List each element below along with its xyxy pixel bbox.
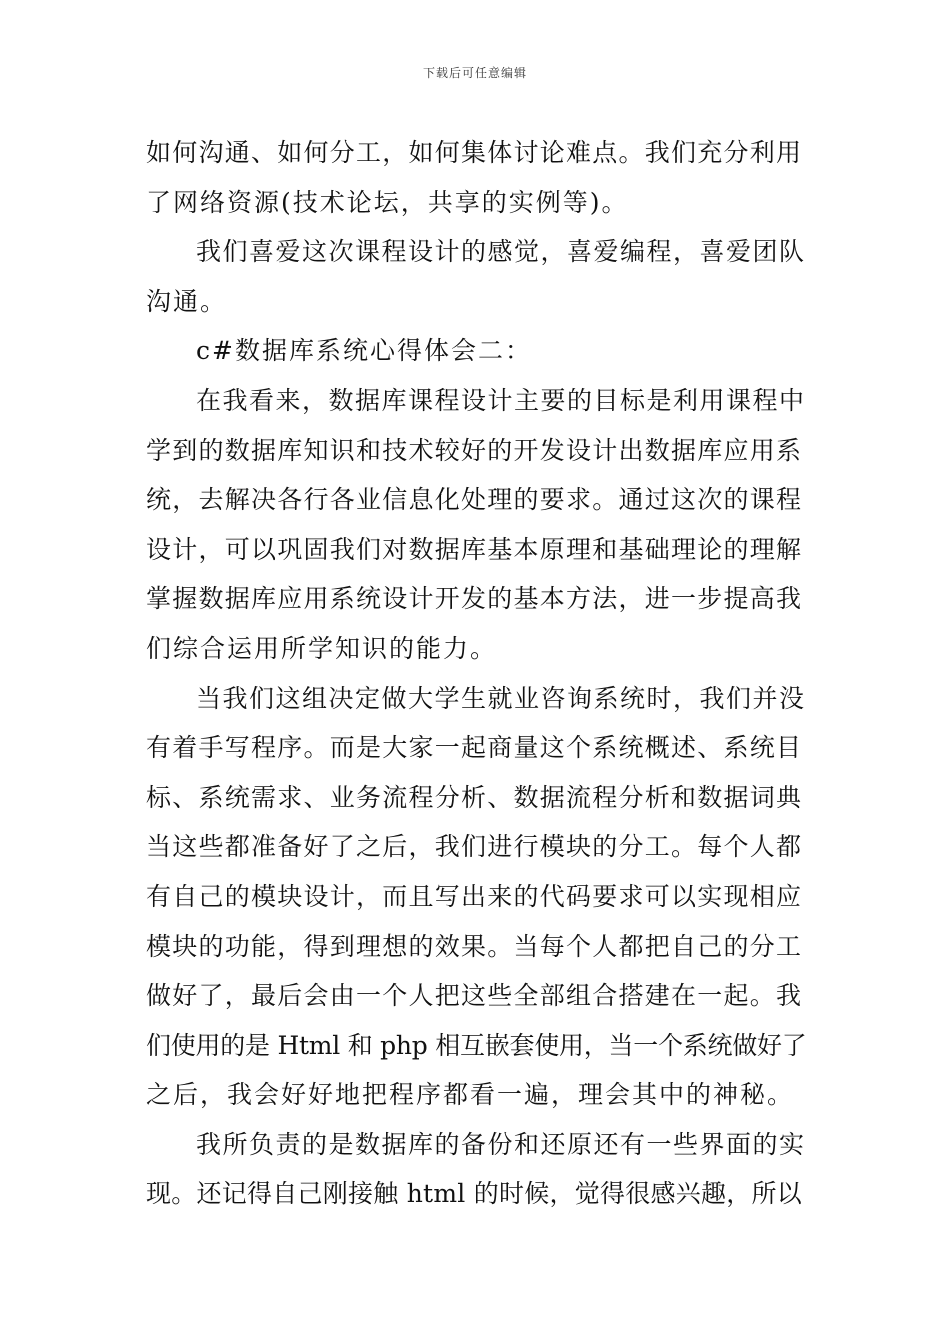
text-line: 模块的功能，得到理想的效果。当每个人都把自己的分工 (146, 931, 803, 961)
text-line: 们综合运用所学知识的能力。 (146, 633, 498, 663)
text-line: c#数据库系统心得体会二： (196, 336, 532, 366)
text-line: 当我们这组决定做大学生就业咨询系统时，我们并没 (196, 683, 806, 713)
text-line: 我所负责的是数据库的备份和还原还有一些界面的实 (196, 1129, 806, 1159)
text-line: 们使用的是 Html 和 php 相互嵌套使用，当一个系统做好了 (146, 1030, 807, 1060)
text-line: 了网络资源(技术论坛，共享的实例等)。 (146, 187, 629, 217)
text-line: 沟通。 (146, 286, 228, 316)
text-line: 有着手写程序。而是大家一起商量这个系统概述、系统目 (146, 733, 803, 763)
text-line: 之后，我会好好地把程序都看一遍，理会其中的神秘。 (146, 1080, 795, 1110)
text-line: 做好了，最后会由一个人把这些全部组合搭建在一起。我 (146, 981, 803, 1011)
text-line: 统，去解决各行各业信息化处理的要求。通过这次的课程 (146, 485, 803, 515)
text-line: 标、系统需求、业务流程分析、数据流程分析和数据词典 (146, 782, 803, 812)
text-line: 我们喜爱这次课程设计的感觉，喜爱编程，喜爱团队 (196, 237, 806, 267)
text-line: 掌握数据库应用系统设计开发的基本方法，进一步提高我 (146, 584, 803, 614)
page-header: 下载后可任意编辑 (422, 66, 527, 80)
text-line: 如何沟通、如何分工，如何集体讨论难点。我们充分利用 (146, 138, 803, 167)
text-line: 当这些都准备好了之后，我们进行模块的分工。每个人都 (146, 832, 803, 862)
text-line: 现。还记得自己刚接触 html 的时候，觉得很感兴趣，所以 (146, 1179, 802, 1209)
text-line: 设计，可以巩固我们对数据库基本原理和基础理论的理解 (146, 534, 803, 564)
text-line: 在我看来，数据库课程设计主要的目标是利用课程中 (196, 385, 806, 415)
text-line: 学到的数据库知识和技术较好的开发设计出数据库应用系 (146, 435, 803, 465)
text-line: 有自己的模块设计，而且写出来的代码要求可以实现相应 (146, 881, 803, 911)
document-body (146, 128, 808, 1219)
